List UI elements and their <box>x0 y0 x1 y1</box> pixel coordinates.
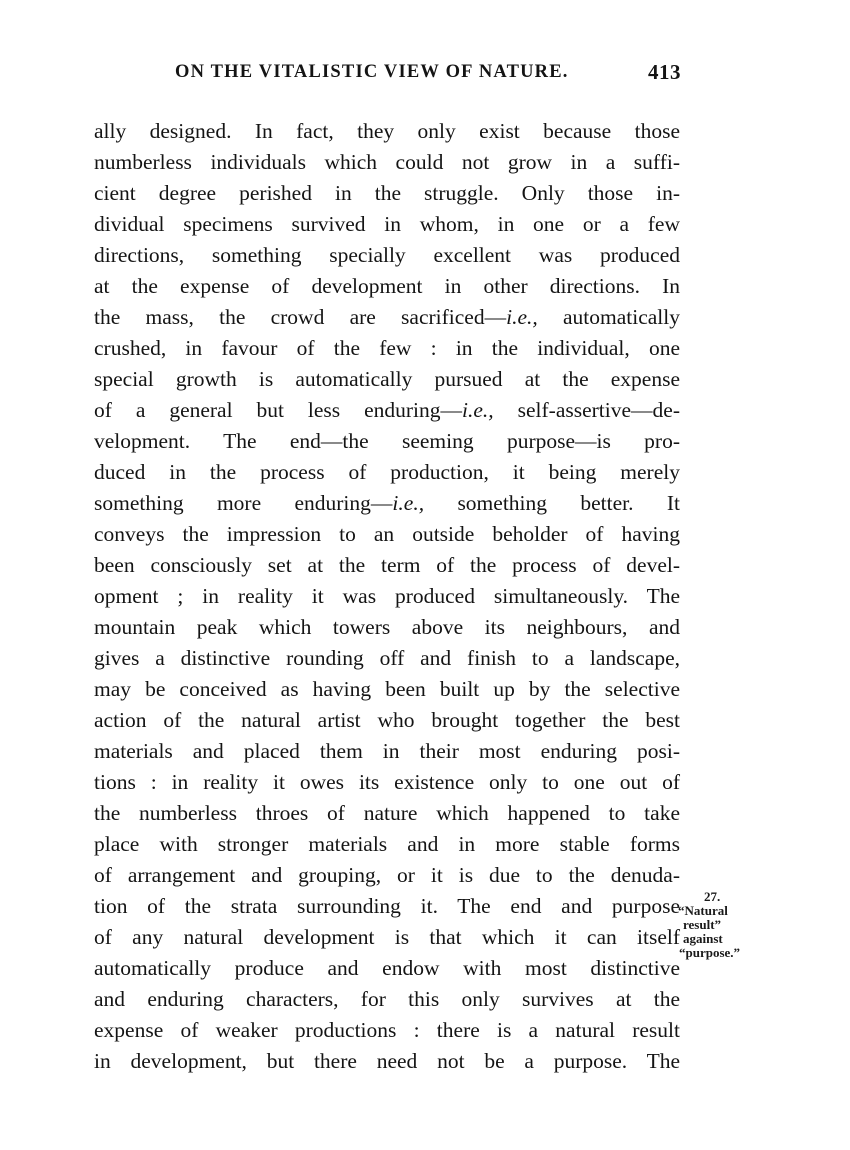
text-line: dividual specimens survived in whom, in one or a few <box>94 212 680 236</box>
margin-note-line: “purpose.” <box>679 945 741 960</box>
text-line: place with stronger materials and in more stable forms <box>94 832 680 856</box>
text-line: and enduring characters, for this only survives at the <box>94 987 680 1011</box>
body-text <box>94 116 680 1077</box>
text-line: directions, something specially excellent was produced <box>94 243 680 267</box>
text-line: crushed, in favour of the few : in the individual, one <box>94 336 680 360</box>
running-head-title: ON THE VITALISTIC VIEW OF NATURE. <box>175 62 569 82</box>
text-line: cient degree perished in the struggle. Only those in- <box>94 181 680 205</box>
text-line: duced in the process of production, it being merely <box>94 460 680 484</box>
text-line: automatically produce and endow with most distinctive <box>94 956 680 980</box>
text-line: of any natural development is that which it can itself <box>94 925 680 949</box>
text-line: action of the natural artist who brought together the best <box>94 708 680 732</box>
text-line: opment ; in reality it was produced simultaneously. The <box>94 584 680 608</box>
text-line: gives a distinctive rounding off and finish to a landscape, <box>94 646 680 670</box>
text-line: materials and placed them in their most enduring posi- <box>94 739 680 763</box>
text-line: velopment. The end—the seeming purpose—is pro- <box>94 429 680 453</box>
text-line: the mass, the crowd are sacrificed—i.e., automatically <box>94 305 681 329</box>
margin-note-line: “Natural <box>678 903 728 918</box>
text-line: expense of weaker productions : there is a natural result <box>94 1018 680 1042</box>
margin-note-number: 27. <box>704 889 721 904</box>
text-line: special growth is automatically pursued at the expense <box>94 367 680 391</box>
text-line: of a general but less enduring—i.e., self-assertive—de- <box>94 398 680 422</box>
text-line: tion of the strata surrounding it. The end and purpose <box>94 894 680 918</box>
text-line: at the expense of development in other directions. In <box>94 274 680 298</box>
text-line: mountain peak which towers above its neighbours, and <box>94 615 680 639</box>
page-number: 413 <box>648 60 681 84</box>
text-line: conveys the impression to an outside beholder of having <box>94 522 680 546</box>
text-line: been consciously set at the term of the process of devel- <box>94 553 680 577</box>
margin-note-line: against <box>683 931 723 946</box>
margin-note <box>675 890 770 960</box>
margin-note-line: result” <box>683 917 722 932</box>
text-line: numberless individuals which could not grow in a suffi- <box>94 150 680 174</box>
running-head <box>175 62 681 90</box>
text-line: the numberless throes of nature which happened to take <box>94 801 680 825</box>
text-line: ally designed. In fact, they only exist because those <box>94 119 680 143</box>
text-line: tions : in reality it owes its existence only to one out of <box>94 770 680 794</box>
text-line: of arrangement and grouping, or it is due to the denuda- <box>94 863 680 887</box>
text-line: in development, but there need not be a purpose. The <box>94 1049 680 1073</box>
text-line: something more enduring—i.e., something better. It <box>94 491 681 515</box>
text-line: may be conceived as having been built up by the selective <box>94 677 680 701</box>
